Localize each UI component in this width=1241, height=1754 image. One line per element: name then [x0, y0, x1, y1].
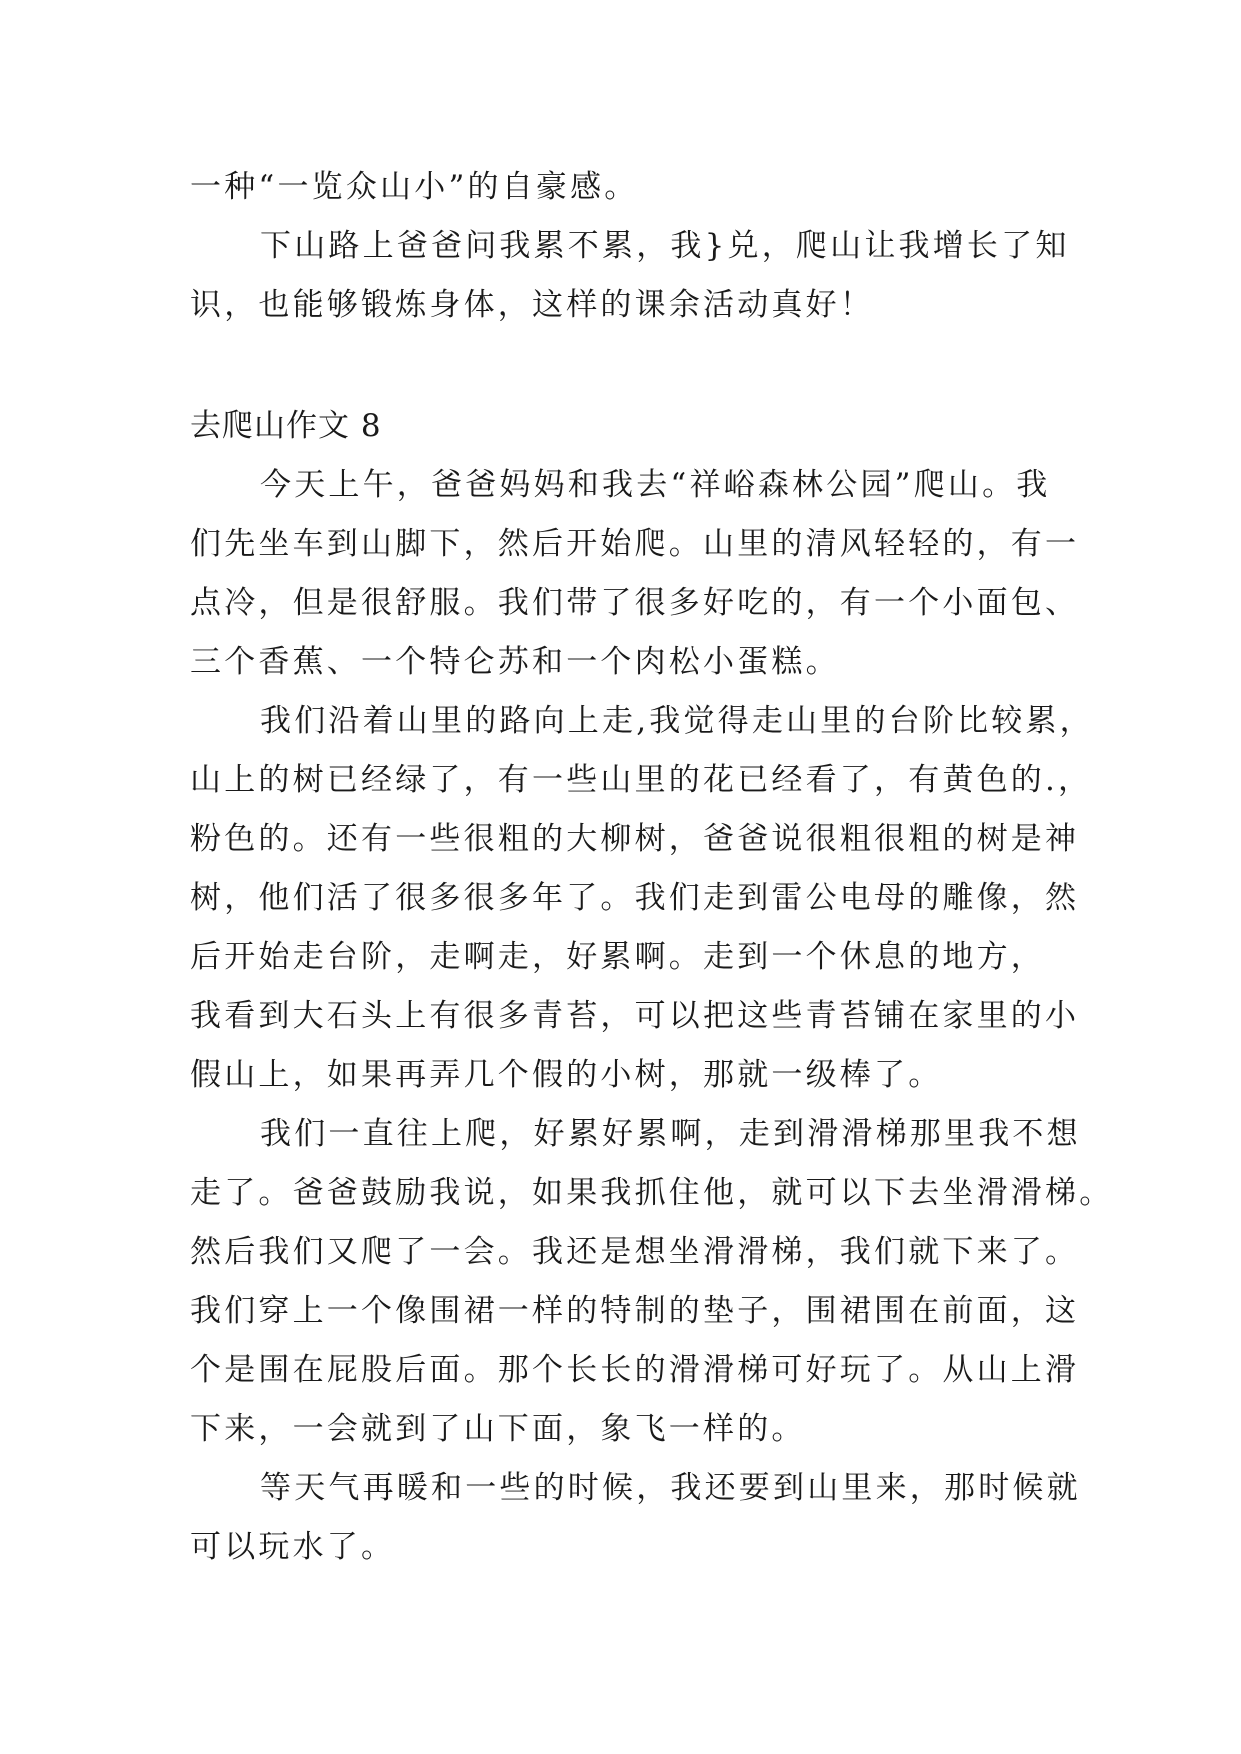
paragraph: [190, 1105, 1114, 1459]
text-line: 我们沿着山里的路向上走,我觉得走山里的台阶比较累，: [260, 703, 1094, 739]
paragraph: [190, 217, 1070, 335]
text-line: 下来，一会就到了山下面，象飞一样的。: [190, 1411, 806, 1447]
text-line: 可以玩水了。: [190, 1529, 396, 1565]
text-line: 个是围在屁股后面。那个长长的滑滑梯可好玩了。从山上滑: [190, 1352, 1080, 1388]
section-title-text: 去爬山作文 8: [190, 408, 382, 444]
text-line: 然后我们又爬了一会。我还是想坐滑滑梯，我们就下来了。: [190, 1234, 1080, 1270]
text-line: 下山路上爸爸问我累不累，我}兑，爬山让我增长了知: [260, 228, 1070, 264]
paragraph: [190, 692, 1094, 1105]
text-line: 们先坐车到山脚下，然后开始爬。山里的清风轻轻的，有一: [190, 526, 1080, 562]
text-line: 走了。爸爸鼓励我说，如果我抓住他，就可以下去坐滑滑梯。: [190, 1175, 1114, 1211]
text-line: 三个香蕉、一个特仑苏和一个肉松小蛋糕。: [190, 644, 840, 680]
text-line: 一种“一览众山小”的自豪感。: [190, 169, 639, 205]
section-title: [190, 397, 1066, 456]
text-line: 识，也能够锻炼身体，这样的课余活动真好！: [190, 287, 874, 323]
paragraph: [190, 1459, 1081, 1577]
paragraph: [190, 456, 1080, 692]
text-line: 后开始走台阶，走啊走，好累啊。走到一个休息的地方，: [190, 939, 1045, 975]
section-spacer: [190, 335, 1066, 397]
text-line: 等天气再暖和一些的时候，我还要到山里来，那时候就: [260, 1470, 1081, 1506]
text-line: 点冷，但是很舒服。我们带了很多好吃的，有一个小面包、: [190, 585, 1080, 621]
text-line: 树，他们活了很多很多年了。我们走到雷公电母的雕像，然: [190, 880, 1080, 916]
text-line: 粉色的。还有一些很粗的大柳树，爸爸说很粗很粗的树是神: [190, 821, 1080, 857]
text-line: 我看到大石头上有很多青苔，可以把这些青苔铺在家里的小: [190, 998, 1080, 1034]
text-line: 今天上午，爸爸妈妈和我去“祥峪森林公园”爬山。我: [260, 467, 1051, 503]
text-line: 山上的树已经绿了，有一些山里的花已经看了，有黄色的.，: [190, 762, 1093, 798]
text-line: 假山上，如果再弄几个假的小树，那就一级棒了。: [190, 1057, 943, 1093]
text-line: 我们一直往上爬，好累好累啊，走到滑滑梯那里我不想: [260, 1116, 1081, 1152]
document-body: [190, 158, 1114, 1577]
text-line: 我们穿上一个像围裙一样的特制的垫子，围裙围在前面，这: [190, 1293, 1080, 1329]
paragraph-fragment: [190, 158, 1066, 217]
